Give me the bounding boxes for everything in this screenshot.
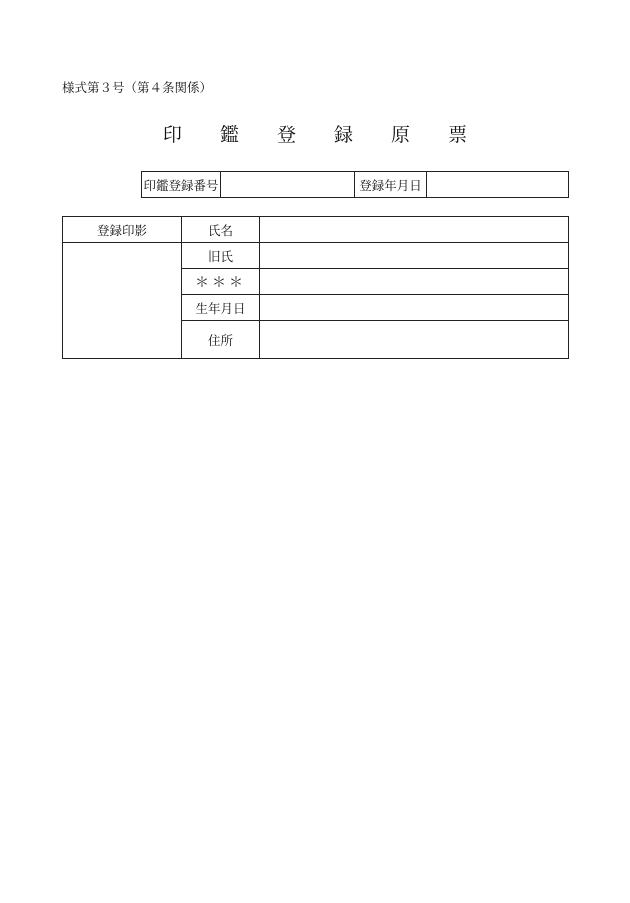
registration-date-field[interactable]	[427, 172, 569, 198]
form-caption: 様式第３号（第４条関係）	[62, 80, 213, 95]
name-field[interactable]	[260, 217, 569, 243]
former-surname-label: 旧氏	[182, 243, 260, 269]
masked-field[interactable]	[260, 269, 569, 295]
seal-impression-area[interactable]	[63, 243, 182, 359]
document-title: 印 鑑 登 録 原 票	[162, 124, 484, 146]
seal-number-label: 印鑑登録番号	[142, 172, 221, 198]
registration-header-row	[142, 172, 569, 198]
name-label: 氏名	[182, 217, 260, 243]
former-surname-field[interactable]	[260, 243, 569, 269]
address-label: 住所	[182, 321, 260, 359]
birth-date-label: 生年月日	[182, 295, 260, 321]
birth-date-field[interactable]	[260, 295, 569, 321]
seal-impression-label: 登録印影	[63, 217, 182, 243]
seal-registration-table	[62, 216, 569, 359]
table-row-former-surname	[63, 243, 569, 269]
masked-field-label: ＊＊＊	[182, 269, 260, 295]
seal-number-field[interactable]	[221, 172, 355, 198]
registration-header-table	[141, 171, 569, 198]
registration-date-label: 登録年月日	[355, 172, 427, 198]
address-field[interactable]	[260, 321, 569, 359]
table-row-name	[63, 217, 569, 243]
